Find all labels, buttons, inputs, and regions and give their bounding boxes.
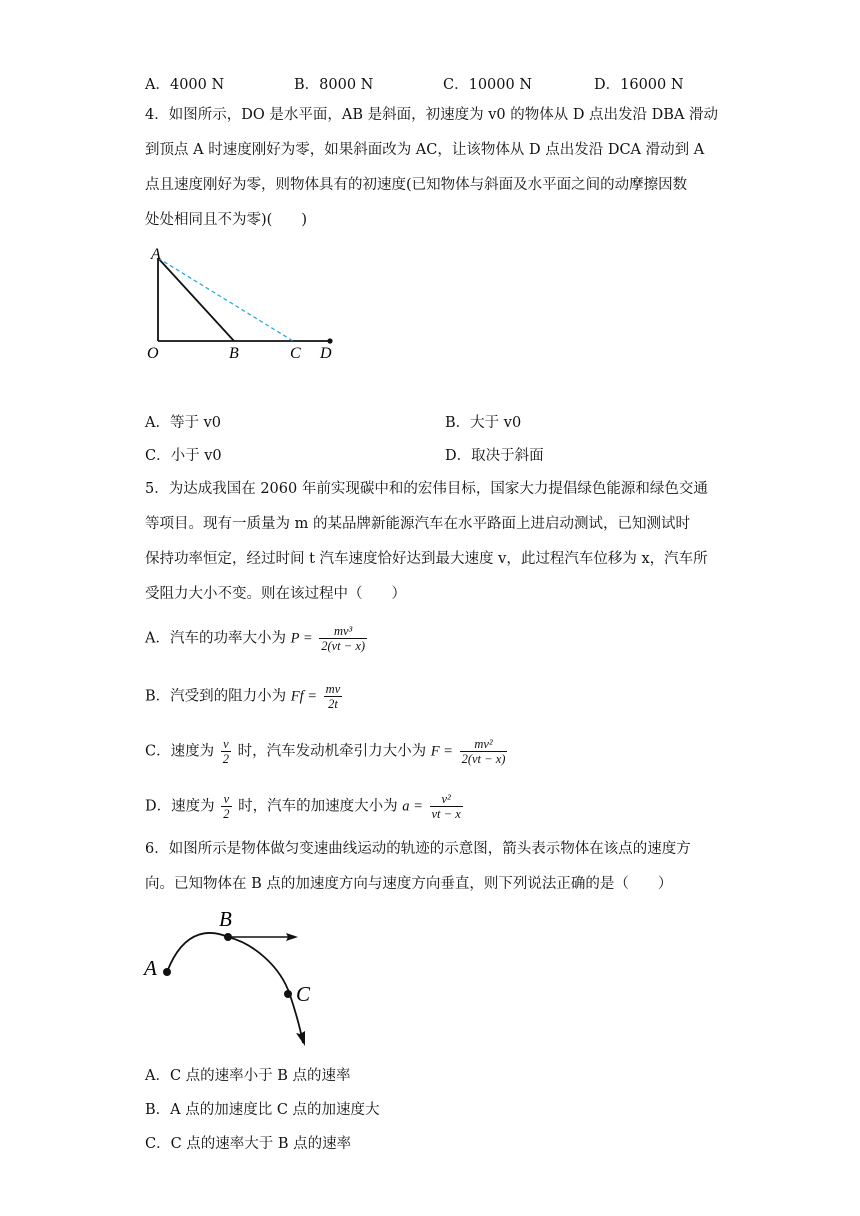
q5-option-c-pre: C．速度为 (145, 743, 215, 760)
q3-option-d: D．16000 N (594, 77, 684, 93)
q5-option-d-lhs: a = (402, 798, 423, 815)
q6-option-c: C．C 点的速率大于 B 点的速率 (145, 1136, 352, 1152)
q5-option-d-denominator: vt − x (431, 807, 461, 821)
q6-point-c (284, 990, 292, 998)
q5-option-c (145, 737, 509, 766)
q6-label-c: C (296, 982, 311, 1006)
q6-trajectory-curve (167, 933, 303, 1043)
q5-option-d-numerator: v² (441, 792, 451, 806)
q5-option-a-fraction (319, 624, 367, 653)
q6-trajectory-figure (140, 905, 340, 1050)
q4-option-a: A．等于 v0 (145, 415, 221, 431)
q4-point-d (327, 338, 332, 343)
q5-option-a-lhs: P = (290, 630, 313, 647)
q6-stem-line-2: 向。已知物体在 B 点的加速度方向与速度方向垂直，则下列说法正确的是（ ） (145, 876, 673, 892)
q3-option-c: C．10000 N (443, 77, 533, 93)
q5-option-c-speed-numerator: v (223, 737, 229, 751)
q5-option-b-fraction (324, 682, 343, 711)
q6-option-b: B．A 点的加速度比 C 点的加速度大 (145, 1102, 380, 1118)
q4-incline-figure (140, 240, 360, 370)
q5-option-d-speed-numerator: v (223, 792, 230, 806)
q5-option-a (145, 624, 369, 653)
q5-option-d-fraction (430, 792, 463, 821)
q6-point-a (163, 968, 171, 976)
q5-option-a-text: A．汽车的功率大小为 (145, 630, 286, 647)
q4-label-a: A (151, 246, 161, 263)
q6-stem-line-1: 6．如图所示是物体做匀变速曲线运动的轨迹的示意图，箭头表示物体在该点的速度方 (145, 841, 691, 857)
q5-stem-line-1: 5．为达成我国在 2060 年前实现碳中和的宏伟目标，国家大力提倡绿色能源和绿色交通 (145, 481, 708, 497)
q5-stem-line-4: 受阻力大小不变。则在该过程中（ ） (145, 586, 406, 602)
q4-line-ab (158, 258, 234, 341)
q3-option-a: A．4000 N (145, 77, 225, 93)
q5-option-b-text: B．汽受到的阻力小为 (145, 688, 287, 705)
q5-option-d-pre: D．速度为 (145, 798, 215, 815)
q5-stem-line-3: 保持功率恒定，经过时间 t 汽车速度恰好达到最大速度 v，此过程汽车位移为 x，汽车所 (145, 551, 708, 567)
q5-option-a-numerator: mv³ (333, 624, 353, 638)
q4-option-d: D．取决于斜面 (445, 448, 544, 464)
q5-option-c-numerator: mv² (474, 737, 493, 751)
q5-option-a-denominator: 2(vt − x) (321, 639, 366, 653)
q5-option-b-lhs: Ff = (290, 688, 318, 705)
q4-stem-line-4: 处处相同且不为零)( ) (145, 212, 307, 228)
q5-option-d (145, 792, 465, 821)
q6-point-b (224, 933, 232, 941)
q6-option-a: A．C 点的速率小于 B 点的速率 (145, 1068, 351, 1084)
q5-option-d-speed-denominator: 2 (223, 807, 230, 821)
q4-label-b: B (229, 345, 239, 362)
q5-option-c-fraction (460, 737, 508, 766)
q3-option-b: B．8000 N (294, 77, 374, 93)
q5-option-c-denominator: 2(vt − x) (461, 752, 506, 766)
q4-stem-line-3: 点且速度刚好为零，则物体具有的初速度(已知物体与斜面及水平面之间的动摩擦因数 (145, 177, 688, 193)
q5-stem-line-2: 等项目。现有一质量为 m 的某品牌新能源汽车在水平路面上进启动测试，已知测试时 (145, 516, 690, 532)
q4-line-ac (158, 258, 293, 341)
q4-option-c: C．小于 v0 (145, 448, 222, 464)
q5-option-b-denominator: 2t (324, 696, 343, 711)
q4-label-o: O (147, 345, 159, 362)
q5-option-b-numerator: mv (325, 682, 341, 696)
q5-option-c-lhs: F = (430, 743, 453, 760)
q5-option-b (145, 682, 344, 711)
q4-option-b: B．大于 v0 (445, 415, 522, 431)
q6-label-a: A (144, 956, 157, 980)
q4-label-c: C (290, 345, 301, 362)
q4-stem-line-1: 4．如图所示，DO 是水平面，AB 是斜面，初速度为 v0 的物体从 D 点出发沿 DBA 滑动 (145, 107, 719, 123)
q5-option-d-speed-fraction (221, 792, 231, 821)
q5-option-c-text: 时，汽车发动机牵引力大小为 (237, 743, 427, 760)
q5-option-c-speed-fraction (221, 737, 231, 766)
q6-label-b: B (219, 907, 232, 931)
q4-label-d: D (320, 345, 332, 362)
q5-option-c-speed-denominator: 2 (222, 752, 229, 766)
q5-option-d-text: 时，汽车的加速度大小为 (238, 798, 398, 815)
q4-stem-line-2: 到顶点 A 时速度刚好为零，如果斜面改为 AC，让该物体从 D 点出发沿 DCA 滑动到 A (145, 142, 705, 158)
